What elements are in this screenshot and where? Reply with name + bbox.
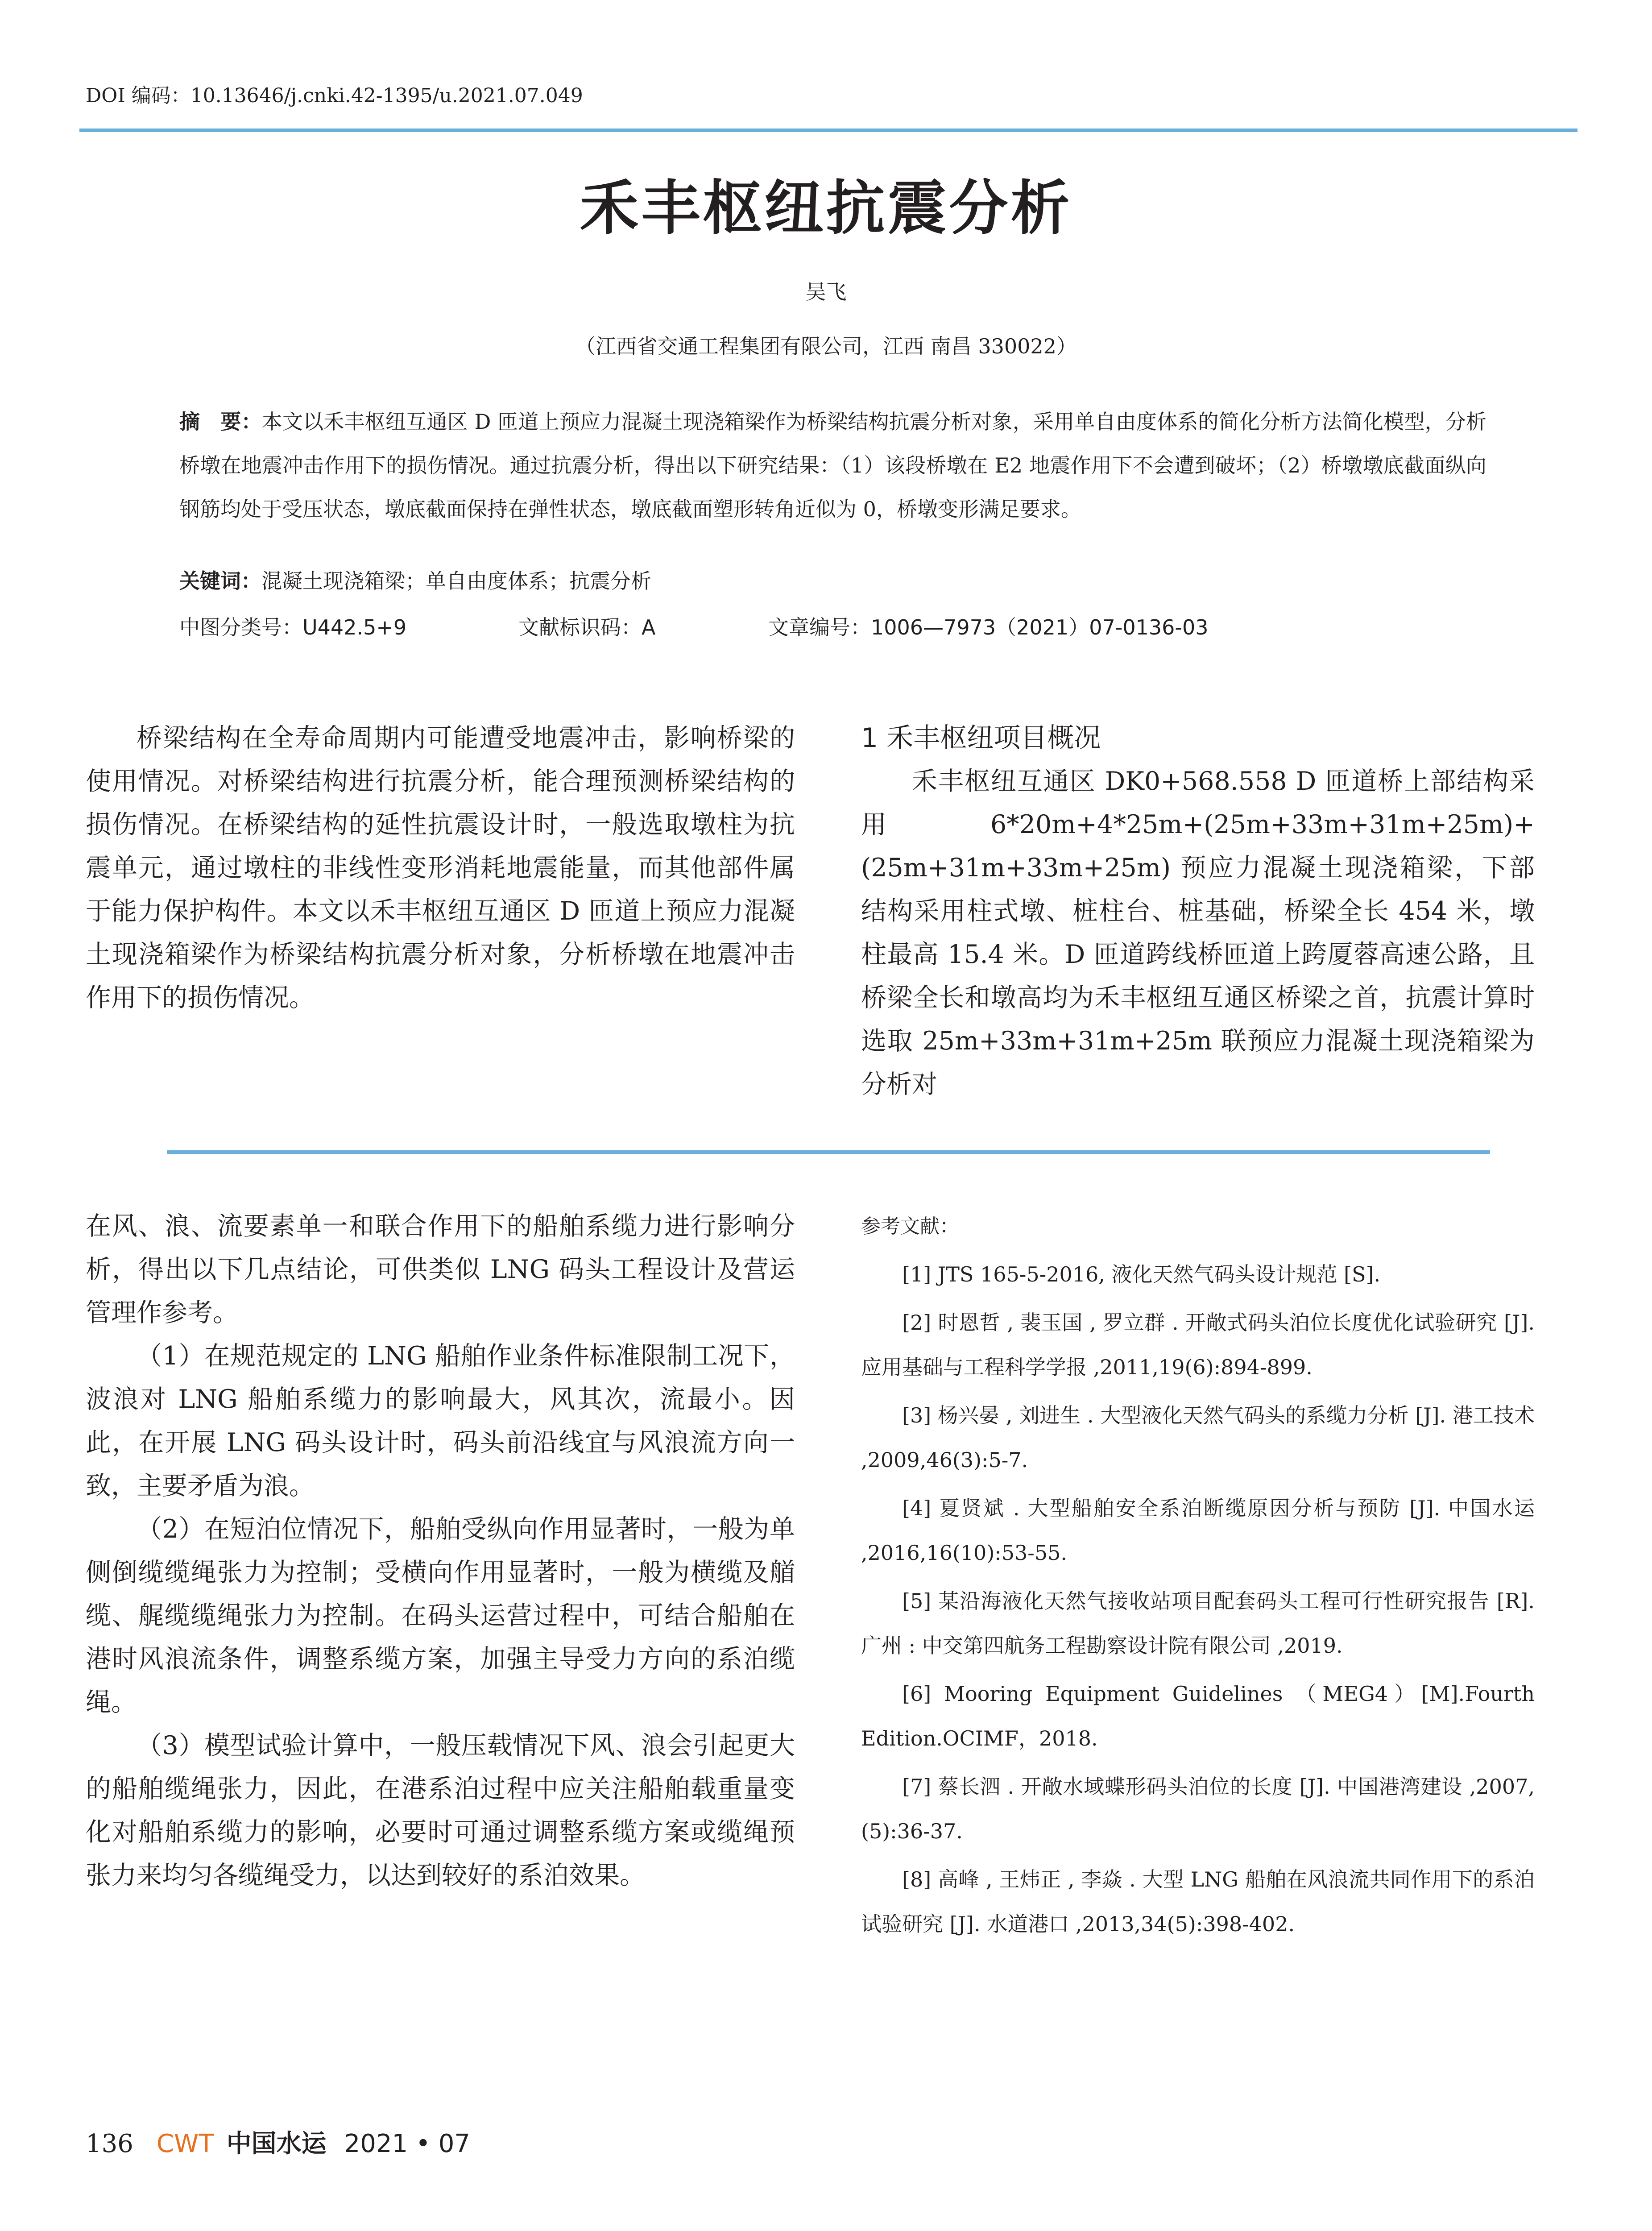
section-divider (167, 1150, 1490, 1154)
issue-date: 2021 • 07 (344, 2129, 470, 2158)
keywords (179, 565, 651, 594)
reference-item: [2] 时恩哲 , 裴玉国 , 罗立群 . 开敞式码头泊位长度优化试验研究 [J]. 应用基础与工程科学学报 ,2011,19(6):894-899. (861, 1310, 1535, 1379)
clc-number: 中图分类号：U442.5+9 (179, 615, 407, 639)
abstract-text: 本文以禾丰枢纽互通区 D 匝道上预应力混凝土现浇箱梁作为桥梁结构抗震分析对象，采用单自由度体系的简化分析方法简化模型，分析桥墩在地震冲击作用下的损伤情况。通过抗震分析，得出以下研究结果：（1）该段桥墩在 E2 地震作用下不会遭到破坏；（2）桥墩墩底截面纵向钢筋均处于受压状态，墩底截面保持在弹性状态，墩底截面塑形转角近似为 0，桥墩变形满足要求。 (179, 410, 1487, 521)
conclusion-point: （2）在短泊位情况下，船舶受纵向作用显著时，一般为单侧倒缆缆绳张力为控制；受横向作用显著时，一般为横缆及艏缆、艉缆缆绳张力为控制。在码头运营过程中，可结合船舶在港时风浪流条件，调整系缆方案，加强主导受力方向的系泊缆绳。 (86, 1514, 795, 1717)
doi-line: DOI 编码：10.13646/j.cnki.42-1395/u.2021.07.049 (86, 84, 583, 107)
affiliation: （江西省交通工程集团有限公司，江西 南昌 330022） (575, 334, 1077, 358)
reference-item: [1] JTS 165-5-2016, 液化天然气码头设计规范 [S]. (902, 1262, 1381, 1286)
classification-line (179, 611, 1209, 641)
reference-item: [6] Mooring Equipment Guidelines （MEG4）[M].Fourth Edition.OCIMF，2018. (861, 1682, 1535, 1750)
intro-paragraph: 桥梁结构在全寿命周期内可能遭受地震冲击，影响桥梁的使用情况。对桥梁结构进行抗震分析，能合理预测桥梁结构的损伤情况。在桥梁结构的延性抗震设计时，一般选取墩柱为抗震单元，通过墩柱的非线性变形消耗地震能量，而其他部件属于能力保护构件。本文以禾丰枢纽互通区 D 匝道上预应力混凝土现浇箱梁作为桥梁结构抗震分析对象，分析桥墩在地震冲击作用下的损伤情况。 (86, 723, 795, 1012)
reference-item: [3] 杨兴晏 , 刘进生 . 大型液化天然气码头的系缆力分析 [J]. 港工技术 ,2009,46(3):5-7. (861, 1403, 1535, 1472)
section-heading: 1 禾丰枢纽项目概况 (861, 722, 1101, 754)
conclusion-point: （3）模型试验计算中，一般压载情况下风、浪会引起更大的船舶缆绳张力，因此，在港系泊过程中应关注船舶载重量变化对船舶系缆力的影响，必要时可通过调整系缆方案或缆绳预张力来均匀各缆绳受力，以达到较好的系泊效果。 (86, 1731, 795, 1890)
project-overview-paragraph: 禾丰枢纽互通区 DK0+568.558 D 匝道桥上部结构采用 6*20m+4*25m+(25m+33m+31m+25m)+(25m+31m+33m+25m) 预应力混凝土现浇箱梁，下部结构采用柱式墩、桩柱台、桩基础，桥梁全长 454 米，墩柱最高 15.4 米。D 匝道跨线桥匝道上跨厦蓉高速公路，且桥梁全长和墩高均为禾丰枢纽互通区桥梁之首，抗震计算时选取 25m+33m+31m+25m 联预应力混凝土现浇箱梁为分析对 (861, 767, 1535, 1099)
abstract (179, 400, 1486, 531)
page-footer (86, 2124, 470, 2160)
document-code: 文献标识码：A (518, 615, 656, 639)
conclusion-column (86, 1205, 795, 1897)
keywords-label: 关键词： (179, 569, 261, 593)
reference-item: [7] 蔡长泗 . 开敞水域蝶形码头泊位的长度 [J]. 中国港湾建设 ,2007,(5):36-37. (861, 1775, 1535, 1843)
article-number: 文章编号：1006—7973（2021）07-0136-03 (768, 615, 1209, 639)
page-number: 136 (86, 2129, 133, 2158)
right-column-top (861, 717, 1535, 1106)
conclusion-point: （1）在规范规定的 LNG 船舶作业条件标准限制工况下，波浪对 LNG 船舶系缆力的影响最大，风其次，流最小。因此，在开展 LNG 码头设计时，码头前沿线宜与风浪流方向一致，主要矛盾为浪。 (86, 1341, 795, 1501)
magazine-name: 中国水运 (226, 2129, 327, 2158)
references-heading: 参考文献： (861, 1215, 959, 1238)
abstract-label: 摘 要： (179, 410, 262, 434)
conclusion-intro: 在风、浪、流要素单一和联合作用下的船舶系缆力进行影响分析，得出以下几点结论，可供类似 LNG 码头工程设计及营运管理作参考。 (86, 1211, 795, 1327)
keywords-text: 混凝土现浇箱梁；单自由度体系；抗震分析 (261, 569, 651, 593)
reference-item: [5] 某沿海液化天然气接收站项目配套码头工程可行性研究报告 [R]. 广州 : 中交第四航务工程勘察设计院有限公司 ,2019. (861, 1589, 1535, 1658)
header-rule (79, 129, 1577, 132)
brand-logo: CWT (156, 2129, 214, 2158)
author: 吴飞 (805, 280, 847, 304)
references-column (861, 1210, 1535, 1950)
reference-item: [4] 夏贤斌 . 大型船舶安全系泊断缆原因分析与预防 [J]. 中国水运 ,2016,16(10):53-55. (861, 1496, 1535, 1565)
reference-item: [8] 高峰 , 王炜正 , 李焱 . 大型 LNG 船舶在风浪流共同作用下的系泊试验研究 [J]. 水道港口 ,2013,34(5):398-402. (861, 1867, 1535, 1936)
article-title: 禾丰枢纽抗震分析 (580, 174, 1072, 243)
